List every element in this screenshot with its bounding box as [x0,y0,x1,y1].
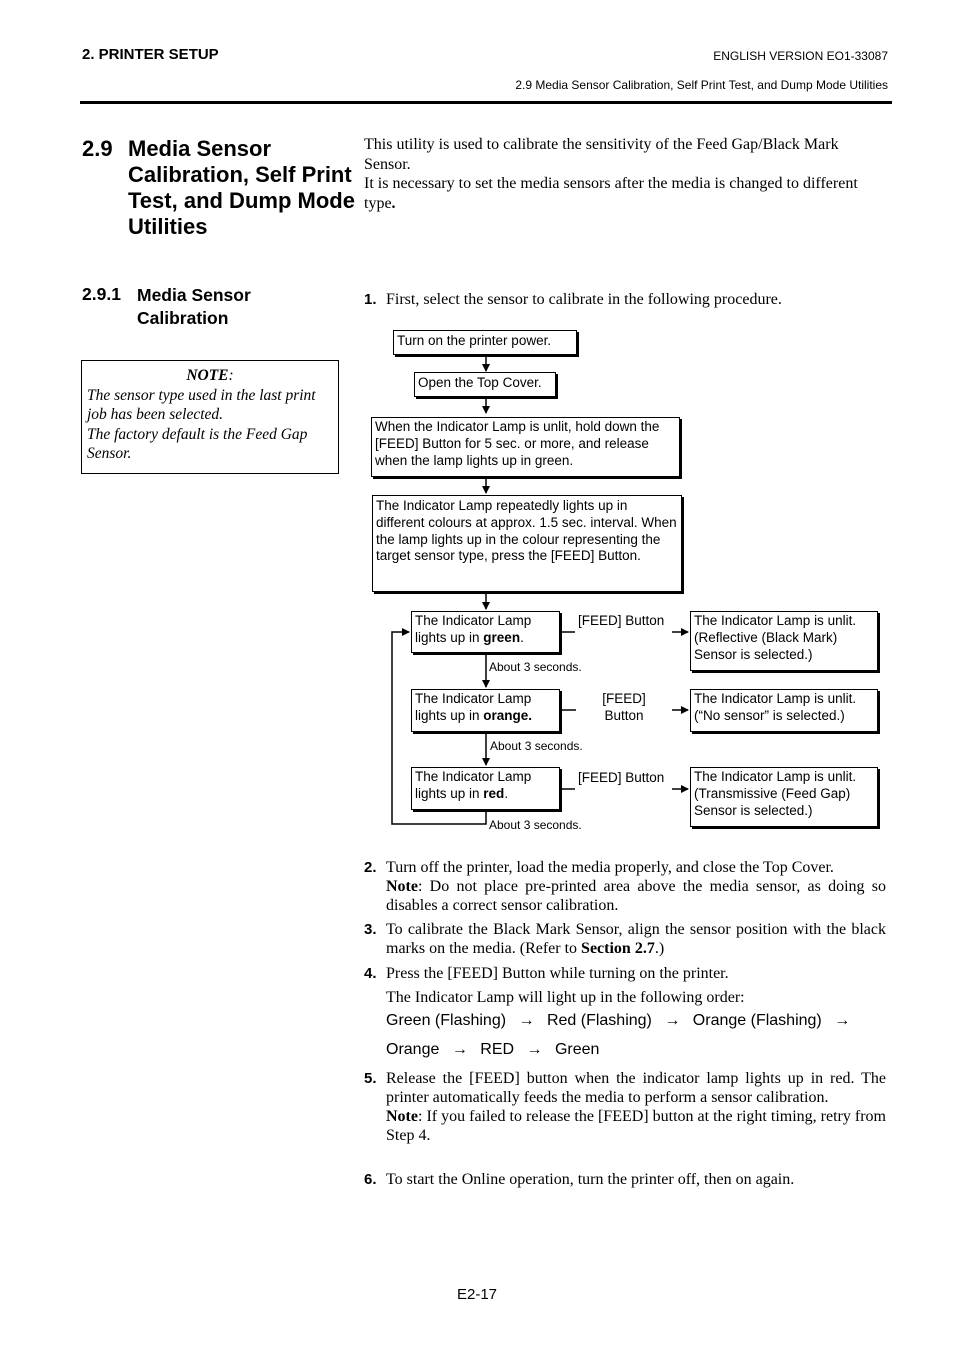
section-title-line: Media Sensor [128,136,272,161]
note-line: The sensor type used in the last print job has been selected. [87,386,316,423]
step-text [386,858,886,915]
step-subtext: The Indicator Lamp will light up in the following order: [386,989,745,1006]
arrow-icon: → [518,1012,535,1029]
sequence-item: Orange (Flashing) [692,1012,822,1029]
sequence-item: Red (Flashing) [546,1012,652,1029]
sequence-item: Green (Flashing) [386,1012,507,1029]
flow-result-no-sensor: The Indicator Lamp is unlit. (“No sensor” is selected.) [690,689,878,732]
subsection-number: 2.9.1 [82,284,121,304]
running-header-chapter: 2. PRINTER SETUP [82,46,219,63]
feed-label-line: Button [604,707,644,723]
page-number: E2-17 [456,1286,498,1303]
section-number: 2.9 [82,136,113,161]
arrow-icon: → [664,1012,681,1029]
green-text: The Indicator Lamp lights up in [415,613,532,645]
flow-box-power: Turn on the printer power. [393,330,577,355]
timing-label: About 3 seconds. [489,818,582,832]
sequence-item: Orange [386,1041,440,1058]
arrow-icon: → [834,1012,851,1029]
intro-period: . [391,194,396,212]
section-title-line: Utilities [128,214,208,239]
intro-text: It is necessary to set the media sensors after the media is changed to different type [364,175,858,212]
note-colon: : [228,367,234,384]
flow-box-hold-feed: When the Indicator Lamp is unlit, hold down the [FEED] Button for 5 sec. or more, and release when the lamp lights up in green. [371,417,680,477]
green-period: . [520,629,524,645]
step-main-text: Release the [FEED] button when the indicator lamp lights up in red. The printer automatically feeds the media to perform a sensor calibration. [386,1070,886,1106]
step-number: 3. [364,921,377,938]
flow-box-repeat-colours: The Indicator Lamp repeatedly lights up in different colours at approx. 1.5 sec. interval. When the lamp lights up in the colour representing the target sensor type, press the [FEED] Button. [372,495,682,592]
orange-word: orange. [483,707,533,723]
running-header-section: 2.9 Media Sensor Calibration, Self Print Test, and Dump Mode Utilities [515,78,888,92]
sequence-item: Green [554,1041,600,1058]
note-heading-text: NOTE [186,367,229,384]
step-text [386,1069,886,1145]
feed-label-line: [FEED] [602,691,646,706]
timing-label: About 3 seconds. [490,739,583,753]
orange-text: The Indicator Lamp lights up in [415,691,532,723]
section-title-line: Calibration, Self Print [128,162,352,187]
note-label: Note [386,878,418,895]
flow-box-green [411,611,560,653]
note-line: The factory default is the Feed Gap Sensor. [87,425,308,462]
step-main-text: To calibrate the Black Mark Sensor, align the sensor position with the black marks on the media. (Refer to [386,921,886,957]
subsection-title-line: Media Sensor [137,285,251,305]
sequence-item: RED [480,1041,515,1058]
section-reference: Section 2.7 [581,940,655,957]
step-number: 6. [364,1171,377,1188]
note-text: : If you failed to release the [FEED] button at the right timing, retry from Step 4. [386,1108,886,1144]
step-text: To start the Online operation, turn the printer off, then on again. [386,1171,795,1188]
timing-label: About 3 seconds. [489,660,582,674]
step-text: First, select the sensor to calibrate in the following procedure. [386,291,782,308]
note-text: : Do not place pre-printed area above the media sensor, as doing so disables a correct sensor calibration. [386,878,886,914]
arrow-icon: → [526,1041,543,1058]
lamp-sequence-line [386,1041,886,1059]
intro-line: This utility is used to calibrate the sensitivity of the Feed Gap/Black Mark Sensor. [364,136,839,173]
section-title-line: Test, and Dump Mode [128,188,355,213]
step-note [386,1107,886,1145]
green-word: green [483,629,521,645]
feed-button-label [576,691,672,725]
flow-box-top-cover: Open the Top Cover. [414,372,556,397]
step-note [386,877,886,915]
feed-button-label: [FEED] Button [578,770,665,785]
subsection-title-line: Calibration [137,308,229,328]
red-period: . [504,785,509,801]
step-number: 2. [364,859,377,876]
red-text: The Indicator Lamp lights up in [415,769,532,801]
flow-result-feed-gap: The Indicator Lamp is unlit. (Transmissive (Feed Gap) Sensor is selected.) [690,767,878,827]
flow-box-orange [411,689,560,732]
feed-button-label: [FEED] Button [578,613,665,628]
step-text: Press the [FEED] Button while turning on the printer. [386,965,729,982]
note-label: Note [386,1108,418,1125]
step-main-text: Turn off the printer, load the media properly, and close the Top Cover. [386,859,834,876]
step-number: 5. [364,1070,377,1087]
step-tail-text: .) [654,940,665,957]
step-number: 4. [364,965,377,982]
running-header-version: ENGLISH VERSION EO1-33087 [713,49,888,63]
step-text [386,920,886,958]
arrow-icon: → [451,1041,468,1058]
flow-result-black-mark: The Indicator Lamp is unlit. (Reflective (Black Mark) Sensor is selected.) [690,611,878,671]
step-number: 1. [364,291,377,308]
red-word: red [483,785,505,801]
flow-box-red [411,767,560,810]
lamp-sequence-line [386,1012,886,1030]
